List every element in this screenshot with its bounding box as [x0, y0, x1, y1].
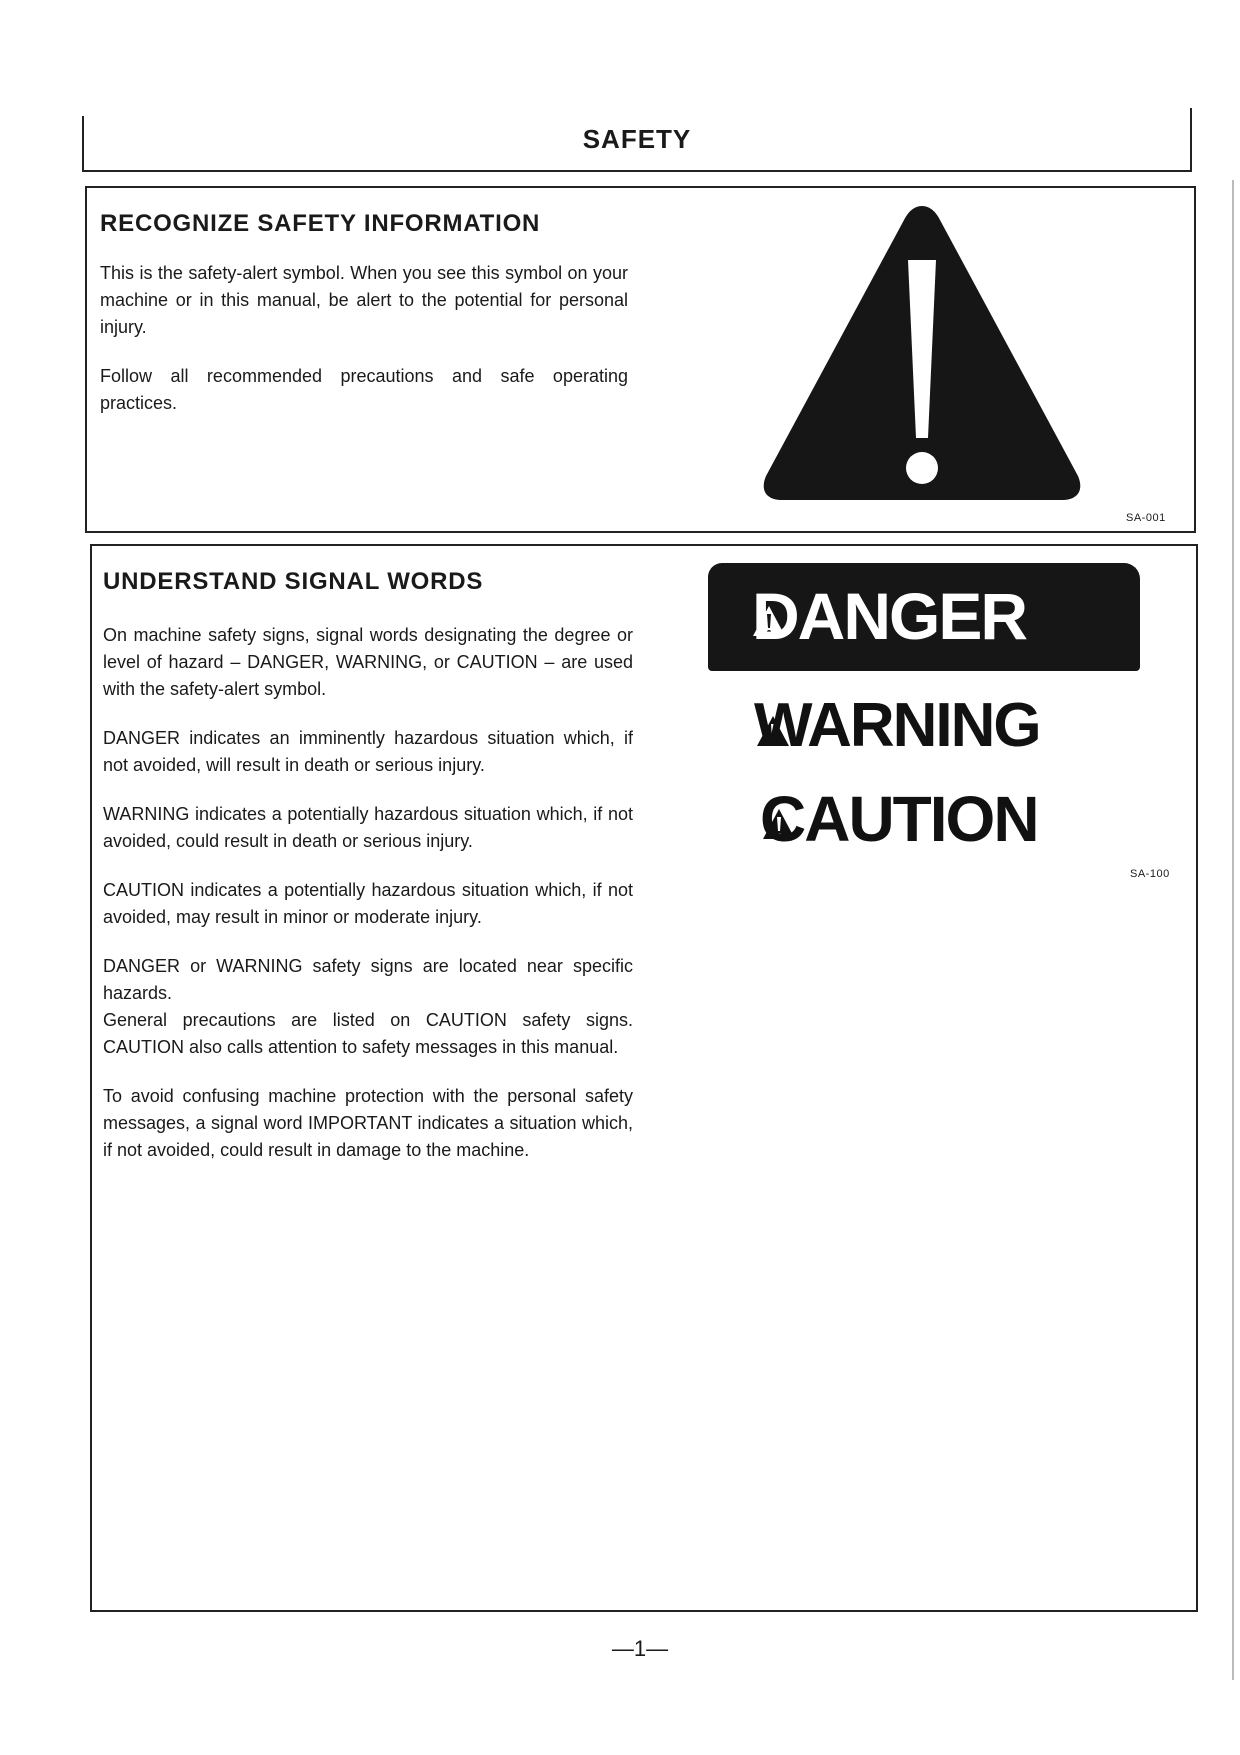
safety-alert-triangle-icon — [758, 200, 1086, 504]
paragraph: Follow all recommended precautions and safe operating practices. — [100, 366, 628, 413]
paragraph: To avoid confusing machine protection with the personal safety messages, a signal word IMPORTANT indicates a situation which, if not avoided, could result in damage to the machine. — [103, 1086, 633, 1160]
recognize-safety-text — [100, 210, 628, 439]
figure-ref-sa-001: SA-001 — [1126, 512, 1166, 524]
section-heading-signal-words: UNDERSTAND SIGNAL WORDS — [103, 568, 484, 595]
signal-words-text — [103, 568, 633, 1186]
page-title: SAFETY — [582, 124, 692, 154]
section-heading-recognize: RECOGNIZE SAFETY INFORMATION — [100, 210, 541, 237]
signal-word-caution: CAUTION — [760, 783, 1038, 855]
signal-word-warning: WARNING — [754, 691, 1040, 760]
scan-edge-line — [1232, 180, 1234, 1680]
paragraph: DANGER indicates an imminently hazardous situation which, if not avoided, will result in death or serious injury. — [103, 728, 633, 775]
signal-word-danger: DANGER — [752, 579, 1027, 653]
figure-ref-sa-100: SA-100 — [1130, 868, 1170, 880]
paragraph: DANGER or WARNING safety signs are located near specific hazards. — [103, 956, 633, 1003]
paragraph: CAUTION indicates a potentially hazardous situation which, if not avoided, may result in minor or moderate injury. — [103, 880, 633, 927]
paragraph: On machine safety signs, signal words designating the degree or level of hazard – DANGER, WARNING, or CAUTION – are used with the safety-alert symbol. — [103, 625, 633, 699]
paragraph: This is the safety-alert symbol. When you see this symbol on your machine or in this manual, be alert to the potential for personal injury. — [100, 263, 628, 337]
paragraph: WARNING indicates a potentially hazardous situation which, if not avoided, could result in death or serious injury. — [103, 804, 633, 851]
paragraph: General precautions are listed on CAUTION safety signs. CAUTION also calls attention to safety messages in this manual. — [103, 1010, 633, 1057]
page-number: —1— — [611, 1636, 669, 1661]
header-bottom-rule — [82, 170, 1192, 172]
